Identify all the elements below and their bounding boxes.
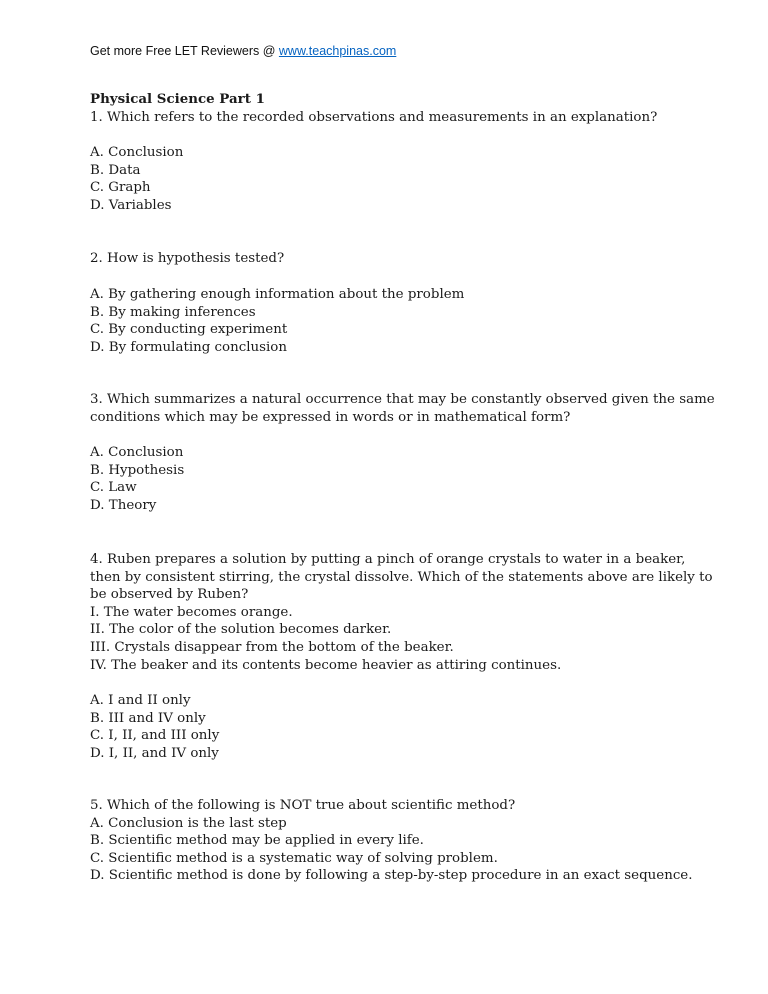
choice-d: D. Scientific method is done by following a step-by-step procedure in an exact sequence.	[90, 868, 693, 884]
statement-3: III. Crystals disappear from the bottom of the beaker.	[90, 639, 454, 655]
question-3	[90, 391, 715, 426]
choice-a: A. Conclusion	[90, 145, 184, 160]
question-line-2: then by consistent stirring, the crystal dissolve. Which of the statements above are likely to	[90, 569, 713, 585]
statement-2: II. The color of the solution becomes darker.	[90, 622, 392, 638]
choice-a: A. Conclusion is the last step	[90, 815, 287, 831]
question-line-1: 4. Ruben prepares a solution by putting a pinch of orange crystals to water in a beaker,	[90, 552, 686, 567]
choice-d: D. By formulating conclusion	[90, 339, 287, 355]
question-5	[90, 797, 693, 885]
question-text: 2. How is hypothesis tested?	[90, 251, 285, 266]
choice-d: D. Theory	[90, 497, 157, 513]
choice-b: B. Scientific method may be applied in every life.	[90, 833, 424, 849]
choice-c: C. I, II, and III only	[90, 728, 220, 744]
question-4	[90, 551, 713, 674]
choice-a: A. By gathering enough information about the problem	[90, 287, 465, 302]
question-2-choices	[90, 286, 690, 356]
statement-4: IV. The beaker and its contents become heavier as attiring continues.	[90, 657, 562, 673]
choice-b: B. Data	[90, 162, 141, 178]
question-line-1: 3. Which summarizes a natural occurrence that may be constantly observed given the same	[90, 392, 715, 407]
choice-b: B. III and IV only	[90, 710, 206, 726]
choice-b: B. Hypothesis	[90, 462, 185, 478]
choice-a: A. Conclusion	[90, 445, 184, 460]
question-2	[90, 250, 690, 268]
choice-c: C. Scientific method is a systematic way of solving problem.	[90, 850, 498, 866]
choice-c: C. By conducting experiment	[90, 322, 288, 338]
choice-a: A. I and II only	[90, 693, 191, 708]
statement-1: I. The water becomes orange.	[90, 604, 293, 620]
question-text: 1. Which refers to the recorded observations and measurements in an explanation?	[90, 110, 658, 125]
question-1-choices	[90, 144, 690, 214]
choice-d: D. I, II, and IV only	[90, 745, 219, 761]
teachpinas-link[interactable]: www.teachpinas.com	[278, 44, 397, 58]
choice-c: C. Law	[90, 480, 137, 496]
page-header	[90, 44, 396, 58]
header-text: Get more Free LET Reviewers @	[90, 44, 279, 58]
choice-b: B. By making inferences	[90, 304, 256, 320]
question-1	[90, 109, 690, 127]
question-line-2: conditions which may be expressed in words or in mathematical form?	[90, 409, 571, 425]
question-text: 5. Which of the following is NOT true about scientific method?	[90, 798, 516, 813]
question-line-3: be observed by Ruben?	[90, 587, 249, 603]
choice-c: C. Graph	[90, 180, 151, 196]
question-4-choices	[90, 692, 690, 762]
document-title: Physical Science Part 1	[90, 91, 265, 107]
question-3-choices	[90, 444, 690, 514]
choice-d: D. Variables	[90, 197, 172, 213]
